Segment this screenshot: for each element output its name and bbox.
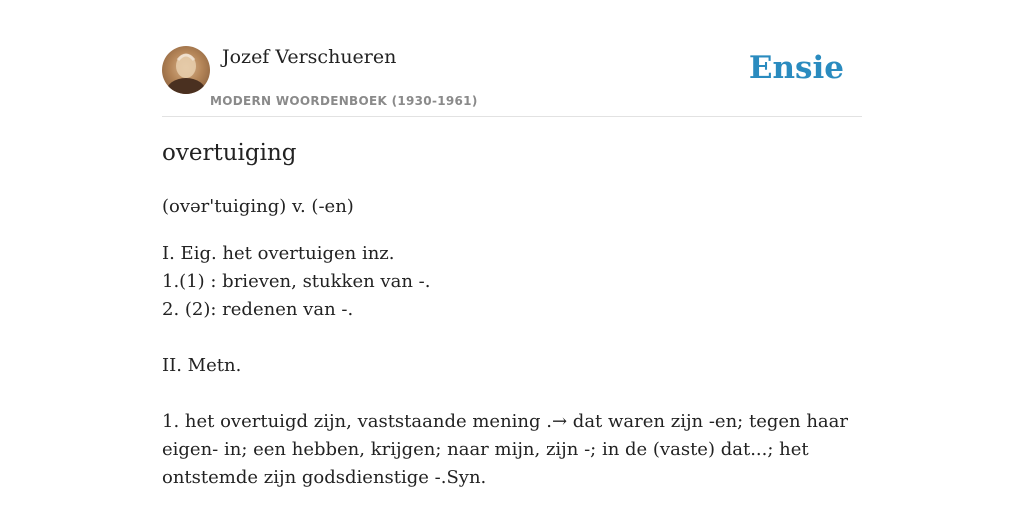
spacer bbox=[162, 324, 862, 352]
source-label: MODERN WOORDENBOEK (1930-1961) bbox=[210, 94, 478, 108]
site-header bbox=[162, 44, 862, 117]
pronunciation: (ovər'tuiging) v. (-en) bbox=[162, 196, 354, 217]
spacer bbox=[162, 380, 862, 408]
definition-line: 2. (2): redenen van -. bbox=[162, 299, 354, 320]
definition-line: 1.(1) : brieven, stukken van -. bbox=[162, 271, 431, 292]
definition-line: I. Eig. het overtuigen inz. bbox=[162, 243, 395, 264]
ensie-logo[interactable]: Ensie bbox=[748, 50, 844, 86]
definition-line: 1. het overtuigd zijn, vaststaande mening .→ dat waren zijn -en; tegen haar eigen- in; een hebben, krijgen; naar mijn, zijn -; in de (vaste) dat...; het ontstemde zijn godsdienstige -.Syn. bbox=[162, 411, 848, 488]
entry-title: overtuiging bbox=[162, 140, 297, 166]
portrait-icon bbox=[162, 46, 210, 94]
definition-heading: II. Metn. bbox=[162, 355, 242, 376]
entry-content bbox=[162, 193, 862, 492]
author-name[interactable]: Jozef Verschueren bbox=[222, 46, 397, 68]
author-avatar[interactable] bbox=[162, 46, 210, 94]
